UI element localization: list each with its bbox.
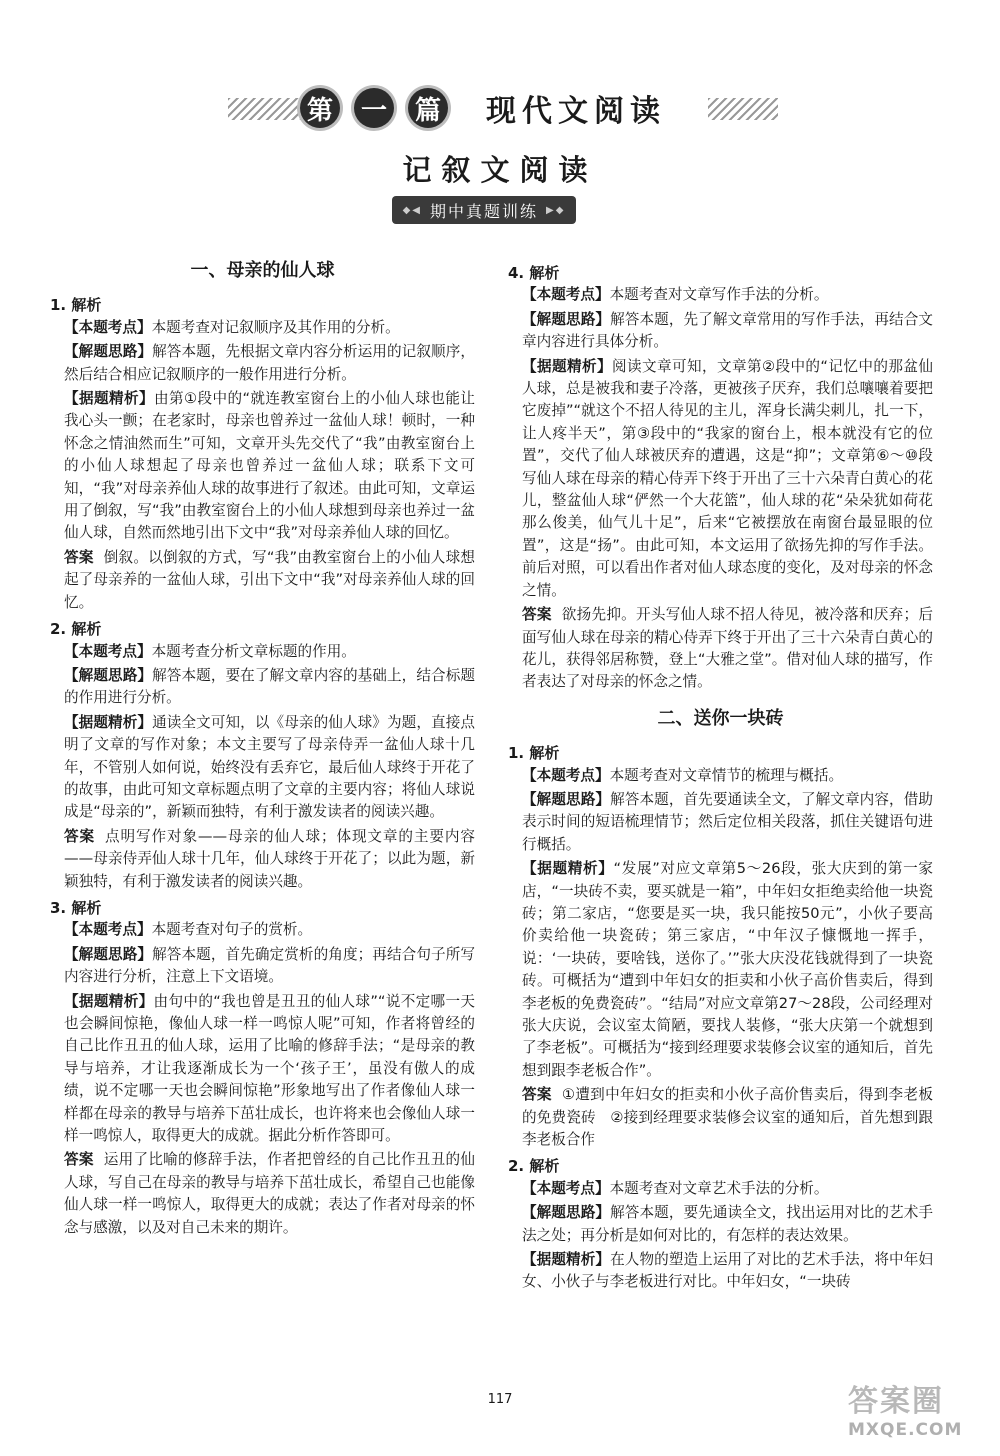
tag-label: 【解题思路】 [522, 310, 611, 328]
tag-label: 【据题精析】 [522, 1251, 611, 1269]
point-text: 本题考查对文章写作手法的分析。 [609, 286, 829, 304]
analysis-point [522, 284, 933, 306]
question-number: 2. 解析 [508, 1157, 560, 1176]
analysis-point [64, 919, 475, 941]
page-number: 117 [487, 1392, 513, 1407]
watermark-logo [848, 1376, 988, 1446]
tag-label: 【据题精析】 [64, 390, 154, 408]
analysis-idea [64, 944, 475, 989]
answer [64, 826, 475, 893]
tag-label: 【据题精析】 [522, 860, 614, 878]
chapter-badge: 篇 [408, 88, 448, 128]
detail-text: 阅读文章可知，文章第②段中的“记忆中的那盆仙人球，总是被我和妻子冷落，更被孩子厌弃，我们总嚷嚷着要把它废掉”“就这个不招人待见的主儿，浑身长满尖刺儿，扎一下，让人疼半天”，第③段中的“我家的窗台上，根本就没有它的位置”，交代了仙人球被厌弃的遭遇，这是“抑”；文章第⑥～⑩段写仙人球在母亲的精心侍弄下终于开出了三十六朵青白黄心的花儿，整盆仙人球“俨然一个大花篮”，仙人球的花“朵朵犹如荷花那么俊美，仙气儿十足”，后来“它被摆放在南窗台最显眼的位置”，这是“扬”。由此可知，本文运用了欲扬先抑的写作手法。前后对照，可以看出作者对仙人球态度的变化，及对母亲的怀念之情。 [522, 357, 933, 599]
tag-label: 【解题思路】 [64, 945, 153, 963]
decorative-hatch-left [228, 98, 308, 120]
detail-text: 通读全文可知，以《母亲的仙人球》为题，直接点明了文章的写作对象；本文主要写了母亲侍弄一盆仙人球十几年，不管别人如何说，始终没有丢弃它，最后仙人球终于开花了的故事，由此可知文章标题点明了文章的主要内容；将仙人球说成是“母亲的”，新颖而独特，有利于激发读者的阅读兴趣。 [64, 713, 475, 821]
answer-text: ①遭到中年妇女的拒卖和小伙子高价售卖后，得到李老板的免费瓷砖 ②接到经理要求装修会议室的通知后，首先想到跟李老板合作 [522, 1086, 933, 1149]
answer-text: 运用了比喻的修辞手法，作者把曾经的自己比作丑丑的仙人球，写自己在母亲的教导与培养下茁壮成长，希望自己也能像仙人球一样一鸣惊人，取得更大的成就；表达了作者对母亲的怀念与感激，以及对自己未来的期许。 [64, 1151, 475, 1236]
tag-label: 【本题考点】 [64, 921, 152, 939]
analysis-idea [522, 789, 933, 856]
analysis-point [522, 765, 933, 787]
section-heading: 一、母亲的仙人球 [190, 260, 335, 281]
tag-label: 【解题思路】 [64, 343, 153, 361]
page-subtitle: 记叙文阅读 [402, 153, 598, 187]
answer-label: 答案 [522, 1086, 552, 1104]
arrow-right-icon: ▶◆ [546, 204, 566, 216]
chapter-header [0, 84, 1000, 132]
idea-text: 解答本题，要先通读全文，找出运用对比的艺术手法之处；再分析是如何对比的，有怎样的表达效果。 [522, 1204, 933, 1244]
analysis-detail [64, 712, 475, 824]
analysis-idea [522, 1202, 933, 1247]
analysis-detail [64, 991, 475, 1148]
answer [522, 604, 933, 694]
analysis-idea [522, 309, 933, 354]
answer [64, 547, 475, 614]
analysis-detail [522, 356, 933, 602]
tag-label: 【本题考点】 [64, 642, 152, 660]
answer [522, 1084, 933, 1151]
chapter-badge: 一 [354, 88, 394, 128]
chapter-badge: 第 [300, 88, 340, 128]
chapter-banner [300, 84, 666, 132]
left-column [50, 258, 475, 1241]
answer-label: 答案 [64, 1151, 94, 1169]
detail-text: 由句中的“我也曾是丑丑的仙人球”“说不定哪一天也会瞬间惊艳，像仙人球一样一鸣惊人呢”可知，作者将曾经的自己比作丑丑的仙人球，运用了比喻的修辞手法；“是母亲的教导与培养，才让我逐渐成长为一个‘孩子王’，虽没有傲人的成绩，说不定哪一天也会瞬间惊艳”形象地写出了作者像仙人球一样都在母亲的教导与培养下茁壮成长，也许将来也会像仙人球一样一鸣惊人，取得更大的成就。据此分析作答即可。 [64, 992, 475, 1145]
idea-text: 解答本题，要在了解文章内容的基础上，结合标题的作用进行分析。 [64, 666, 475, 707]
answer [64, 1149, 475, 1239]
section-pill-label: 期中真题训练 [429, 201, 538, 221]
watermark-line1: 答案圈 [848, 1384, 944, 1419]
question-number: 2. 解析 [50, 620, 102, 639]
tag-label: 【解题思路】 [522, 790, 611, 808]
question-number: 1. 解析 [508, 744, 560, 763]
point-text: 本题考查分析文章标题的作用。 [151, 642, 356, 660]
question-number: 4. 解析 [508, 264, 560, 282]
answer-text: 点明写作对象——母亲的仙人球；体现文章的主要内容——母亲侍弄仙人球十几年，仙人球终于开花了；以此为题，新颖独特，有利于激发读者的阅读兴趣。 [64, 827, 475, 890]
point-text: 本题考查对句子的赏析。 [151, 921, 313, 939]
analysis-detail [64, 388, 475, 545]
tag-label: 【解题思路】 [522, 1204, 611, 1222]
idea-text: 解答本题，首先要通读全文，了解文章内容，借助表示时间的短语梳理情节；然后定位相关段落，抓住关键语句进行概括。 [522, 790, 933, 853]
detail-text: “发展”对应文章第5～26段，张大庆到的第一家店，“一块砖不卖，要买就是一箱”，中年妇女拒绝卖给他一块瓷砖；第二家店，“您要是买一块，我只能按50元”，小伙子要高价卖给他一块瓷砖；第三家店，“中年汉子慷慨地一挥手，说：‘一块砖，要啥钱，送你了。’”张大庆没花钱就得到了一块瓷砖。可概括为“遭到中年妇女的拒卖和小伙子高价售卖后，得到李老板的免费瓷砖”。“结局”对应文章第27～28段，公司经理对张大庆说，会议室太简陋，要找人装修，“张大庆第一个就想到了李老板”。可概括为“接到经理要求装修会议室的通知后，首先想到跟李老板合作”。 [522, 860, 933, 1079]
tag-label: 【本题考点】 [64, 318, 152, 336]
tag-label: 【本题考点】 [522, 766, 610, 784]
right-column [508, 258, 933, 1296]
chapter-title: 现代文阅读 [486, 94, 666, 129]
analysis-detail [522, 1249, 933, 1294]
section-heading: 二、送你一块砖 [657, 707, 784, 729]
watermark-line2: MXQE.COM [848, 1420, 963, 1440]
detail-text: 在人物的塑造上运用了对比的艺术手法，将中年妇女、小伙子与李老板进行对比。中年妇女，“一块砖 [522, 1251, 933, 1291]
question-number: 1. 解析 [50, 296, 102, 315]
point-text: 本题考查对文章艺术手法的分析。 [609, 1179, 829, 1197]
analysis-point [64, 641, 475, 663]
detail-text: 由第①段中的“就连教室窗台上的小仙人球也能让我心头一颤；在老家时，母亲也曾养过一盆仙人球！顿时，一种怀念之情油然而生”可知，文章开头先交代了“我”由教室窗台上的小仙人球想起了母亲也曾养过一盆仙人球；联系下文可知，“我”对母亲养仙人球的故事进行了叙述。由此可知，文章运用了倒叙，写“我”由教室窗台上的小仙人球想到母亲也养过一盆仙人球，自然而然地引出下文中“我”对母亲养仙人球的回忆。 [64, 390, 475, 542]
tag-label: 【本题考点】 [522, 1179, 610, 1197]
idea-text: 解答本题，先了解文章常用的写作手法，再结合文章内容进行具体分析。 [522, 310, 933, 351]
analysis-detail [522, 858, 933, 1082]
point-text: 本题考查对文章情节的梳理与概括。 [609, 766, 844, 784]
analysis-point [64, 317, 475, 339]
tag-label: 【解题思路】 [64, 666, 153, 684]
arrow-left-icon: ◆◀ [402, 204, 422, 216]
tag-label: 【据题精析】 [64, 992, 154, 1010]
analysis-point [522, 1178, 933, 1200]
idea-text: 解答本题，先根据文章内容分析运用的记叙顺序，然后结合相应记叙顺序的一般作用进行分析。 [64, 343, 475, 383]
idea-text: 解答本题，首先确定赏析的角度；再结合句子所写内容进行分析，注意上下文语境。 [64, 945, 475, 986]
analysis-idea [64, 341, 475, 386]
answer-label: 答案 [64, 548, 94, 566]
answer-text: 倒叙。以倒叙的方式，写“我”由教室窗台上的小仙人球想起了母亲养的一盆仙人球，引出下文中“我”对母亲养仙人球的回忆。 [64, 548, 475, 611]
point-text: 本题考查对记叙顺序及其作用的分析。 [151, 318, 400, 336]
section-pill [392, 196, 576, 224]
tag-label: 【本题考点】 [522, 286, 610, 304]
analysis-idea [64, 665, 475, 710]
decorative-hatch-right [708, 98, 778, 120]
question-number: 3. 解析 [50, 898, 102, 917]
answer-label: 答案 [522, 606, 552, 624]
answer-text: 欲扬先抑。开头写仙人球不招人待见，被冷落和厌弃；后面写仙人球在母亲的精心侍弄下终于开出了三十六朵青白黄心的花儿，获得邻居称赞，登上“大雅之堂”。借对仙人球的描写，作者表达了对母亲的怀念之情。 [522, 606, 933, 691]
answer-label: 答案 [64, 827, 95, 845]
tag-label: 【据题精析】 [522, 357, 612, 375]
tag-label: 【据题精析】 [64, 713, 153, 731]
